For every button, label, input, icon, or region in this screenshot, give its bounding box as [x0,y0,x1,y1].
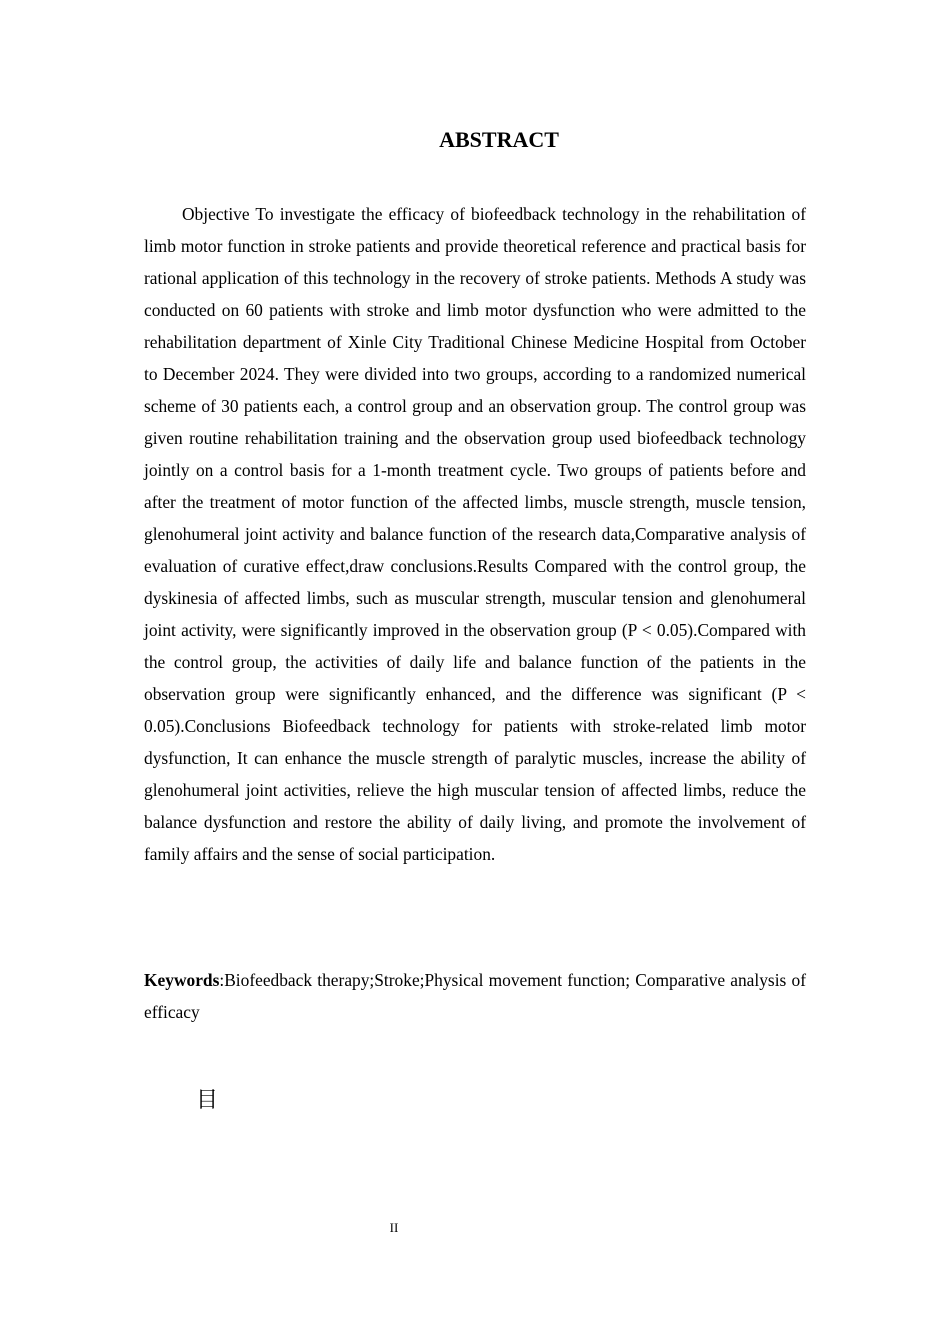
abstract-title: ABSTRACT [439,127,559,152]
keywords-line [144,964,806,1028]
keywords-label: Keywords [144,970,220,990]
abstract-body [144,198,806,870]
toc-heading-fragment: 目 [196,1088,219,1113]
abstract-paragraph: Objective To investigate the efficacy of biofeedback technology in the rehabilitation of limb motor function in stroke patients and provide theoretical reference and practical basis for rational application of this technology in the recovery of stroke patients. Methods A study was conducted on 60 patients with stroke and limb motor dysfunction who were admitted to the rehabilitation department of Xinle City Traditional Chinese Medicine Hospital from October to December 2024. They were divided into two groups, according to a randomized numerical scheme of 30 patients each, a control group and an observation group. The control group was given routine rehabilitation training and the observation group used biofeedback technology jointly on a control basis for a 1-month treatment cycle. Two groups of patients before and after the treatment of motor function of the affected limbs, muscle strength, muscle tension, glenohumeral joint activity and balance function of the research data,Comparative analysis of evaluation of curative effect,draw conclusions.Results Compared with the control group, the dyskinesia of affected limbs, such as muscular strength, muscular tension and glenohumeral joint activity, were significantly improved in the observation group (P < 0.05).Compared with the control group, the activities of daily life and balance function of the patients in the observation group were significantly enhanced, and the difference was significant (P < 0.05).Conclusions Biofeedback technology for patients with stroke-related limb motor dysfunction, It can enhance the muscle strength of paralytic muscles, increase the ability of glenohumeral joint activities, relieve the high muscular tension of affected limbs, reduce the balance dysfunction and restore the ability of daily living, and promote the involvement of family affairs and the sense of social participation. [144,204,806,864]
keywords-text: :Biofeedback therapy;Stroke;Physical movement function; Comparative analysis of efficacy [144,970,806,1022]
page-number: II [389,1220,399,1235]
